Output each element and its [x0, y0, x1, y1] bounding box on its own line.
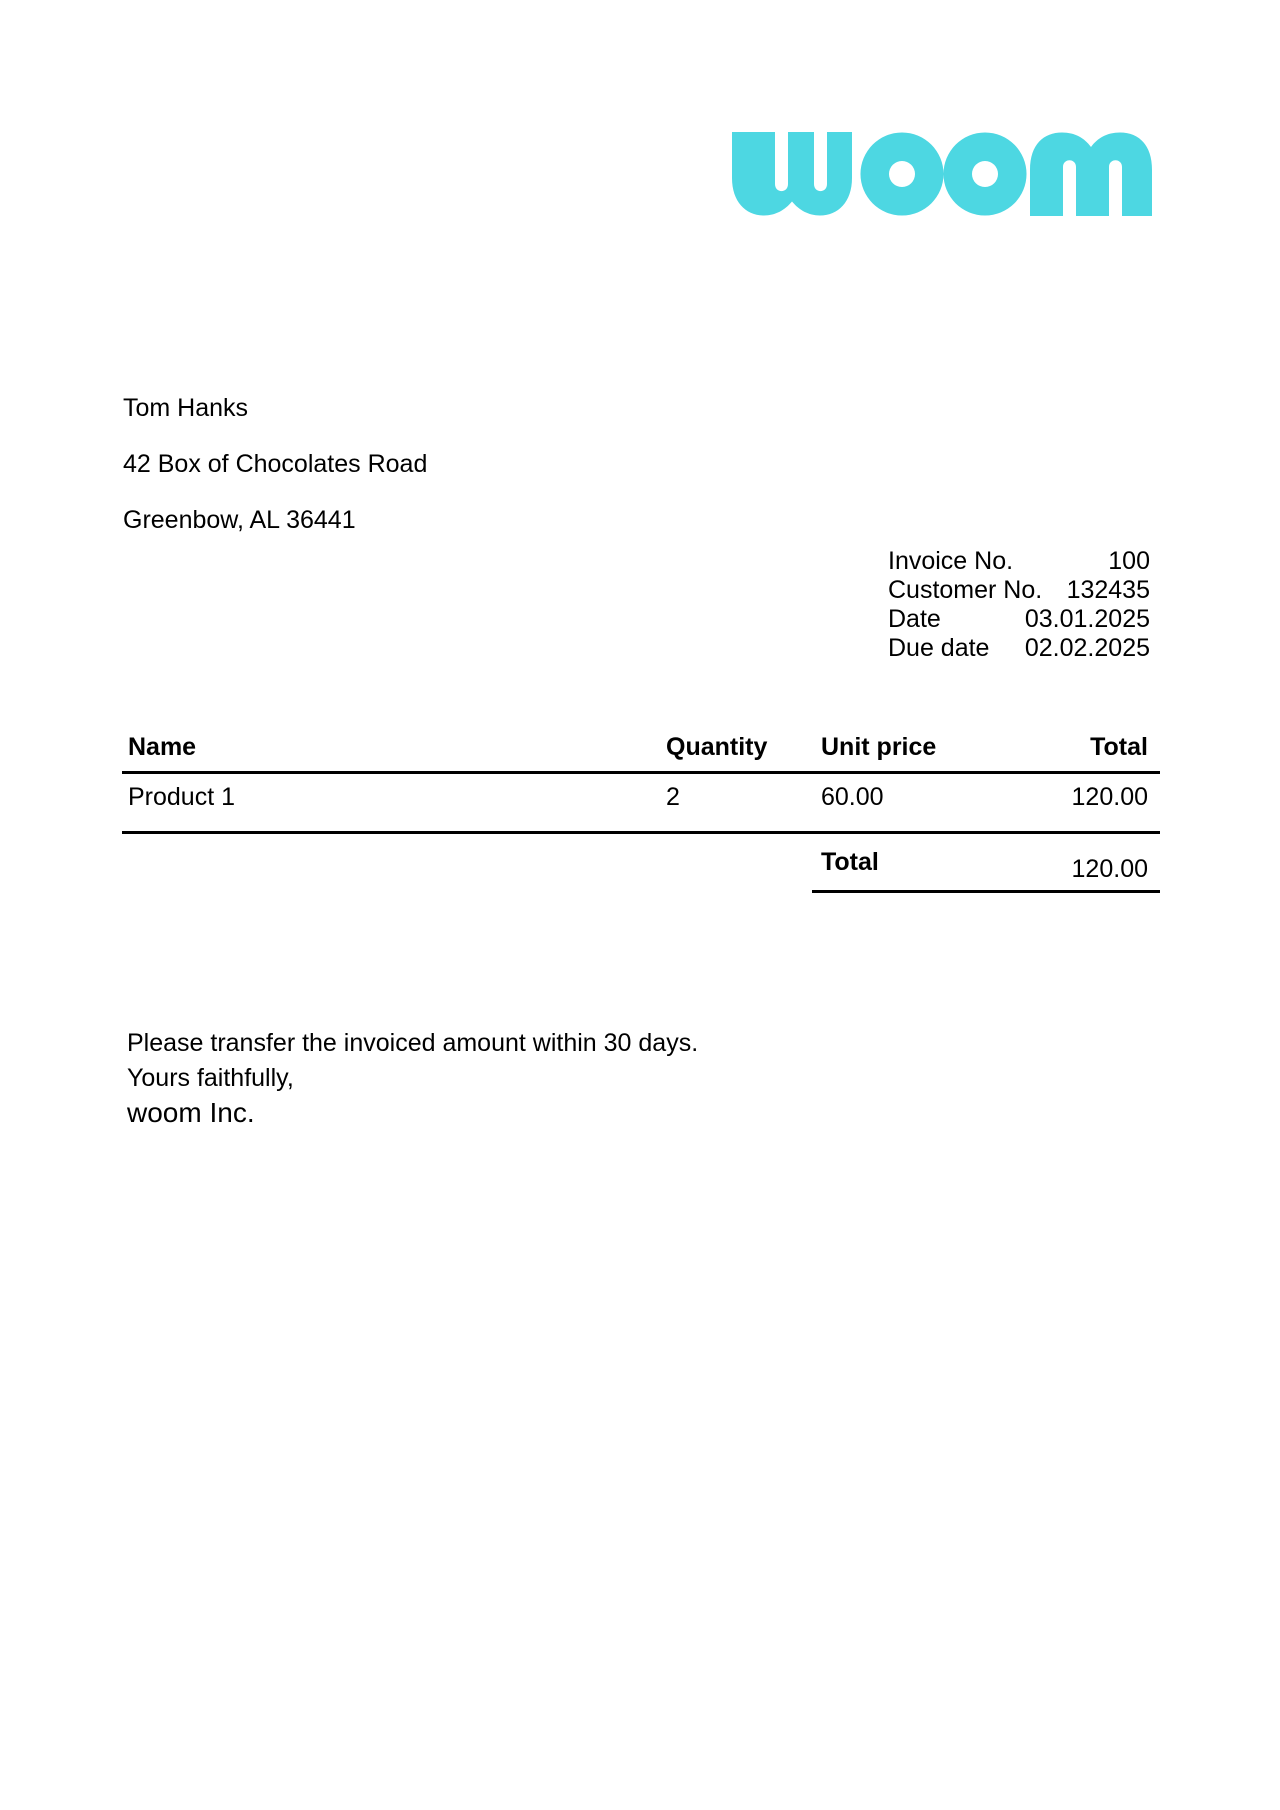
invoice-no-value: 100: [1108, 547, 1150, 575]
logo-letter-w: [732, 132, 852, 216]
item-name: Product 1: [128, 783, 236, 811]
recipient-name: Tom Hanks: [123, 394, 249, 422]
closing-block: [127, 1026, 698, 1129]
invoice-meta: [888, 547, 1150, 663]
logo-letter-o2: [943, 133, 1026, 216]
logo-letter-m: [1030, 133, 1152, 217]
item-unit-price: 60.00: [821, 783, 884, 811]
recipient-address: [123, 366, 427, 562]
payment-instruction: Please transfer the invoiced amount within 30 days.: [127, 1029, 699, 1057]
table-summary-rule: [812, 890, 1160, 893]
col-header-name: Name: [128, 733, 197, 761]
items-table: [122, 720, 1160, 900]
recipient-street: 42 Box of Chocolates Road: [123, 450, 428, 478]
col-header-total: Total: [1090, 733, 1148, 761]
logo-letter-o1: [860, 133, 943, 216]
meta-row-invoice-no: [888, 547, 1150, 576]
woom-logo: [732, 132, 1152, 216]
item-total: 120.00: [1071, 783, 1148, 811]
meta-row-due-date: [888, 634, 1150, 663]
summary-total-value: 120.00: [1071, 855, 1148, 883]
col-header-quantity: Quantity: [666, 733, 768, 761]
customer-no-value: 132435: [1066, 576, 1150, 604]
invoice-no-label: Invoice No.: [888, 547, 1014, 575]
date-value: 03.01.2025: [1024, 605, 1150, 633]
summary-total-label: Total: [821, 848, 879, 876]
due-date-label: Due date: [888, 634, 990, 662]
meta-row-date: [888, 605, 1150, 634]
item-quantity: 2: [666, 783, 680, 811]
valediction: Yours faithfully,: [127, 1064, 294, 1092]
table-header-rule: [122, 771, 1160, 774]
recipient-city: Greenbow, AL 36441: [123, 506, 356, 534]
customer-no-label: Customer No.: [888, 576, 1043, 604]
due-date-value: 02.02.2025: [1024, 634, 1150, 662]
company-signature: woom Inc.: [127, 1097, 255, 1128]
meta-row-customer-no: [888, 576, 1150, 605]
col-header-unit-price: Unit price: [821, 733, 937, 761]
table-row-rule: [122, 831, 1160, 834]
date-label: Date: [888, 605, 941, 633]
